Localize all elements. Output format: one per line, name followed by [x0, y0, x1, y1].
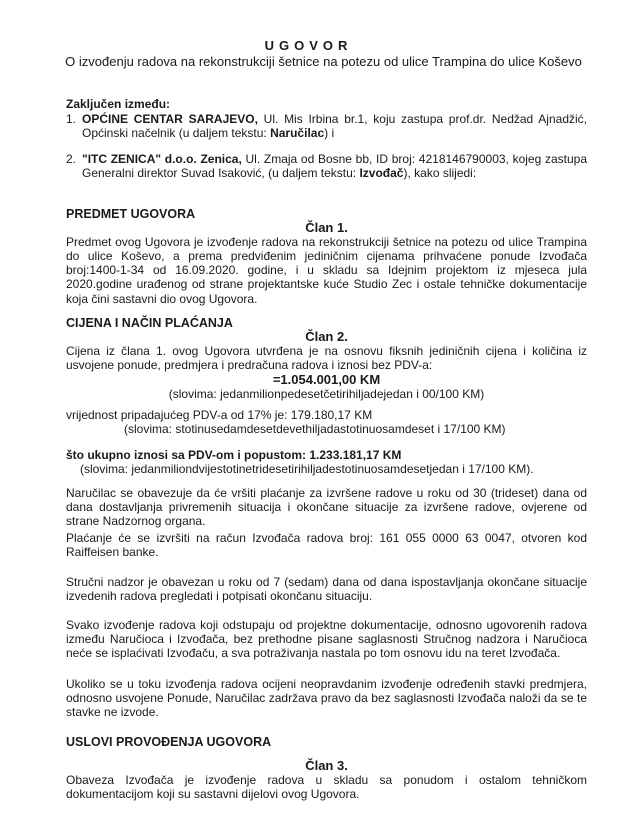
section-1-heading: PREDMET UGOVORA	[66, 207, 196, 221]
section-1-clan: Član 1.	[305, 220, 348, 235]
party-2-number: 2.	[66, 152, 77, 166]
supervision-clause: Stručni nadzor je obavezan u roku od 7 (sedam) dana od dana ispostavljanja okončane situacije izvedenih radova pregledati i potpisati okončanu situaciju.	[66, 575, 587, 604]
party-1-number: 1.	[66, 112, 77, 126]
party-1	[66, 112, 587, 141]
party-2-role: Izvođač	[359, 166, 404, 181]
section-2-intro: Cijena iz člana 1. ovog Ugovora utvrđena je na osnovu fiksnih jediničnih cijena i količina iz usvojene ponude, predmjera i predračuna radova i iznosi bez PDV-a:	[66, 344, 587, 373]
party-1-name: OPĆINE CENTAR SARAJEVO,	[82, 112, 258, 126]
total-amount-words: (slovima: jedanmiliondvijestotinetridesetirihiljadestotinuosamdesetjedan i 17/100 KM).	[80, 462, 534, 476]
net-amount: =1.054.001,00 KM	[272, 372, 381, 387]
section-3-clan: Član 3.	[305, 758, 348, 773]
bank-account: Plaćanje će se izvršiti na račun Izvođača radova broj: 161 055 0000 63 0047, otvoren kod Raiffeisen banke.	[66, 531, 587, 560]
party-1-text: Ul. Mis Irbina br.1, koju zastupa prof.dr. Nedžad Ajnadžić, Općinski načelnik (u daljem tekstu:	[82, 112, 587, 141]
deviation-clause: Svako izvođenje radova koji odstupaju od projektne dokumentacije, odnosno ugovorenih radova između Naručioca i Izvođača, bez prethodne pisane saglasnosti Stručnog nadzora i Naručioca neće se isplaćivati Izvođaču, a sva potraživanja nastala po tom osnovu idu na teret Izvođača.	[66, 618, 587, 661]
party-2	[66, 152, 587, 181]
party-2-name: "ITC ZENICA" d.o.o. Zenica,	[82, 152, 242, 166]
net-amount-words: (slovima: jedanmilionpedesetčetirihiljadejedan i 00/100 KM)	[168, 387, 485, 401]
party-2-text: Ul. Zmaja od Bosne bb, ID broj: 4218146790003, kojeg zastupa Generalni direktor Suvad Isaković, (u daljem tekstu:	[82, 152, 587, 181]
items-clause: Ukoliko se u toku izvođenja radova ocijeni neopravdanim izvođenje određenih stavki predmjera, odnosno usvojene Ponude, Naručilac zadržava pravo da bez saglasnosti Izvođača naloži da se te stavke ne izvode.	[66, 677, 587, 720]
section-1-text: Predmet ovog Ugovora je izvođenje radova na rekonstrukciji šetnice na potezu od ulice Trampina do ulice Koševo, a prema predviđenim jediničnim cijenama prihvaćene ponude Izvođača broj:1400-1-34 od 16.09.2020. godine, i u skladu sa Idejnim projektom iz mjeseca jula 2020.godine urađenog od strane projektantske kuće Studio Zec i ostale tehničke dokumentacije koja čini sastavni dio ovog Ugovora.	[66, 235, 587, 306]
payment-terms: Naručilac se obavezuje da će vršiti plaćanje za izvršene radove u roku od 30 (trideset) dana od dana dostavljanja privremenih situacija i okončane situacije za izvršene radove, ovjerene od strane Nadzornog organa.	[66, 486, 587, 529]
section-2-heading: CIJENA I NAČIN PLAĆANJA	[66, 316, 233, 330]
section-2-clan: Član 2.	[305, 329, 348, 344]
section-3-text: Obaveza Izvođača je izvođenje radova u skladu sa ponudom i ostalom tehničkom dokumentacijom koji su sastavni dijelovi ovog Ugovora.	[66, 773, 587, 802]
pdv-line: vrijednost pripadajućeg PDV-a od 17% je: 179.180,17 KM	[66, 408, 373, 422]
document-subtitle: O izvođenju radova na rekonstrukciji šetnice na potezu od ulice Trampina do ulice Koševo	[65, 54, 582, 69]
section-3-heading: USLOVI PROVOĐENJA UGOVORA	[66, 735, 272, 749]
party-1-end: ) i	[324, 126, 335, 141]
concluded-label: Zaključen između:	[66, 97, 171, 111]
document-title: UGOVOR	[264, 38, 353, 53]
total-amount: što ukupno iznosi sa PDV-om i popustom: 1.233.181,17 KM	[66, 448, 402, 462]
party-1-role: Naručilac	[270, 126, 325, 141]
party-2-end: ), kako slijedi:	[403, 166, 477, 181]
pdv-words: (slovima: stotinusedamdesetdevethiljadastotinuosamdeset i 17/100 KM)	[124, 422, 506, 436]
